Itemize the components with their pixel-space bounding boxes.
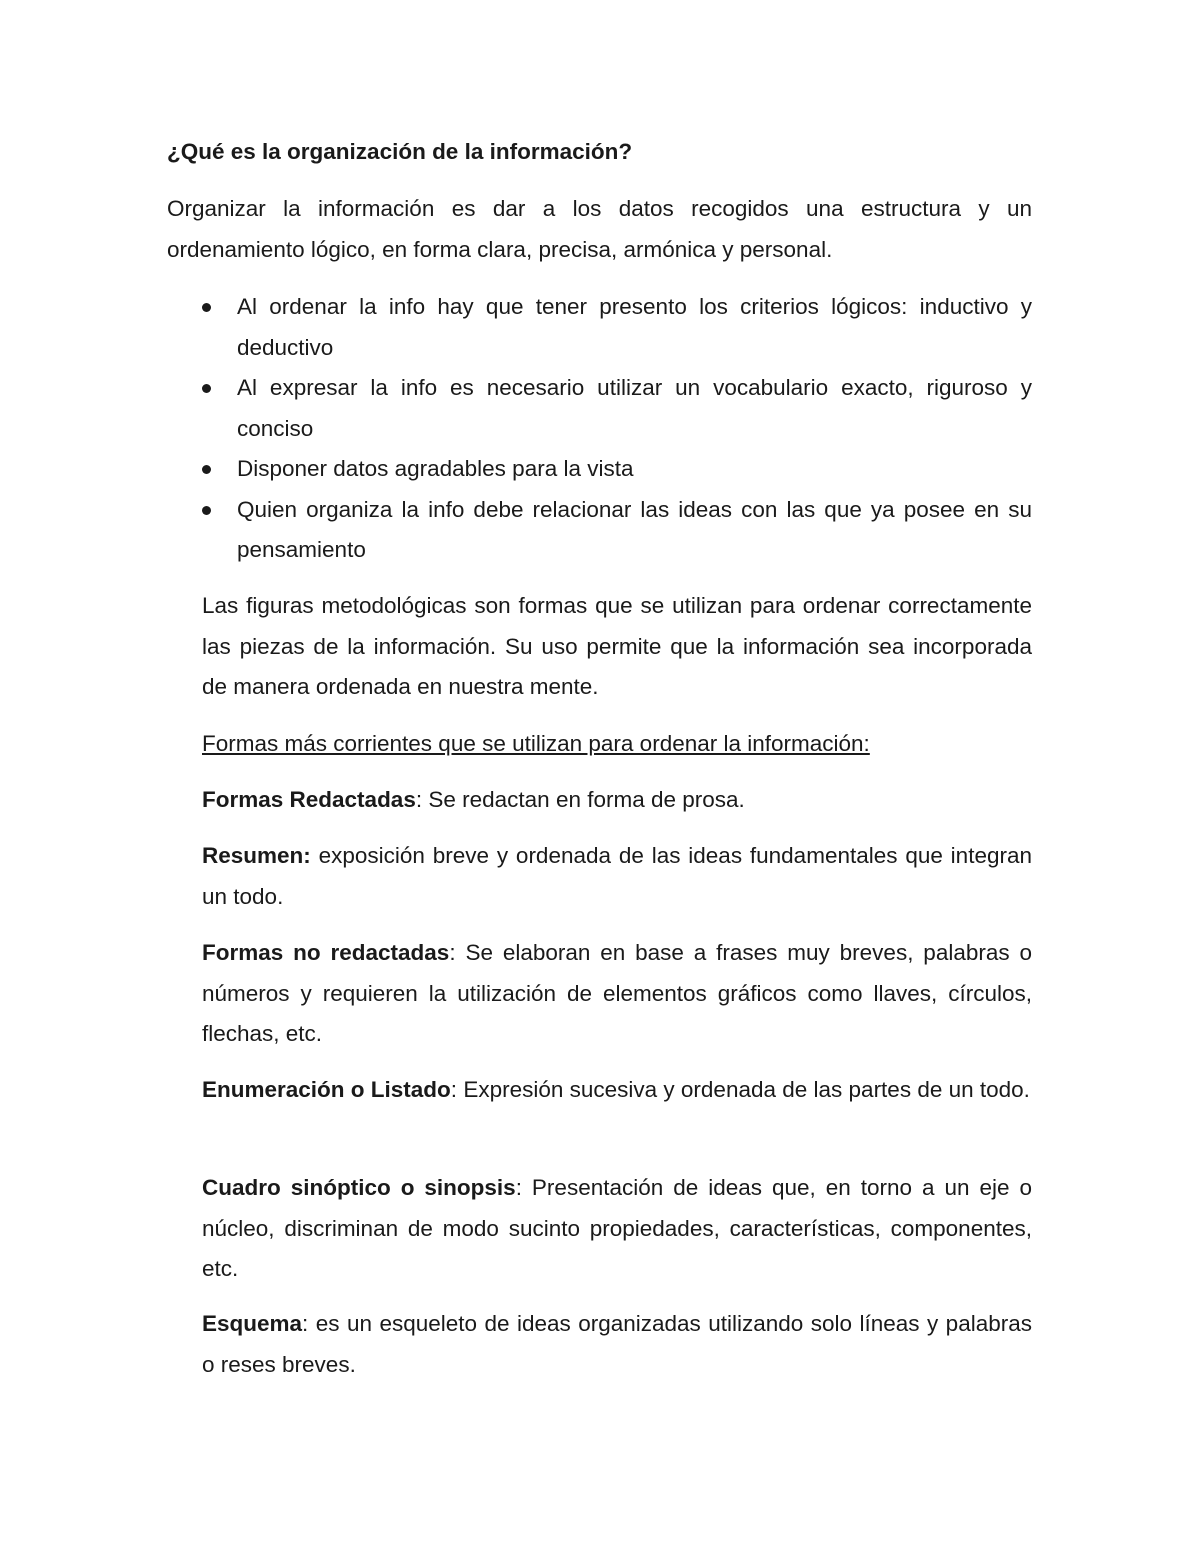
definition-formas-redactadas: Formas Redactadas: Se redactan en forma de prosa. [202, 787, 745, 812]
definition-formas-no-redactadas: Formas no redactadas: Se elaboran en base a frases muy breves, palabras o números y requieren la utilización de elementos gráficos como llaves, círculos, flechas, etc. [202, 940, 1032, 1046]
list-item: Al ordenar la info hay que tener presento los criterios lógicos: inductivo y deductivo [200, 287, 1032, 368]
bullet-icon [202, 384, 211, 393]
formas-heading: Formas más corrientes que se utilizan para ordenar la información: [202, 731, 870, 756]
page-title: ¿Qué es la organización de la información? [167, 139, 633, 164]
definition-term: Formas no redactadas [202, 940, 450, 965]
definition-term: Resumen: [202, 843, 311, 868]
definition-term: Esquema [202, 1311, 303, 1336]
list-item: Disponer datos agradables para la vista [200, 449, 1032, 490]
list-item: Al expresar la info es necesario utilizar un vocabulario exacto, riguroso y conciso [200, 368, 1032, 449]
figuras-paragraph: Las figuras metodológicas son formas que se utilizan para ordenar correctamente las piezas de la información. Su uso permite que la información sea incorporada de manera ordenada en nuestra mente. [202, 593, 1032, 699]
definition-resumen: Resumen: exposición breve y ordenada de las ideas fundamentales que integran un todo. [202, 843, 1032, 909]
bullet-icon [202, 465, 211, 474]
bullet-icon [202, 506, 211, 515]
definition-esquema: Esquema: es un esqueleto de ideas organizadas utilizando solo líneas y palabras o reses breves. [202, 1311, 1032, 1377]
definition-enumeracion: Enumeración o Listado: Expresión sucesiva y ordenada de las partes de un todo. [202, 1077, 1030, 1102]
bullet-icon [202, 303, 211, 312]
definition-term: Formas Redactadas [202, 787, 416, 812]
intro-paragraph: Organizar la información es dar a los datos recogidos una estructura y un ordenamiento lógico, en forma clara, precisa, armónica y personal. [167, 196, 1032, 262]
definition-term: Cuadro sinóptico o sinopsis [202, 1175, 516, 1200]
definition-term: Enumeración o Listado [202, 1077, 451, 1102]
definition-cuadro-sinoptico: Cuadro sinóptico o sinopsis: Presentación de ideas que, en torno a un eje o núcleo, discriminan de modo sucinto propiedades, características, componentes, etc. [202, 1175, 1032, 1281]
list-item: Quien organiza la info debe relacionar las ideas con las que ya posee en su pensamiento [200, 490, 1032, 571]
criteria-list [200, 287, 1032, 571]
